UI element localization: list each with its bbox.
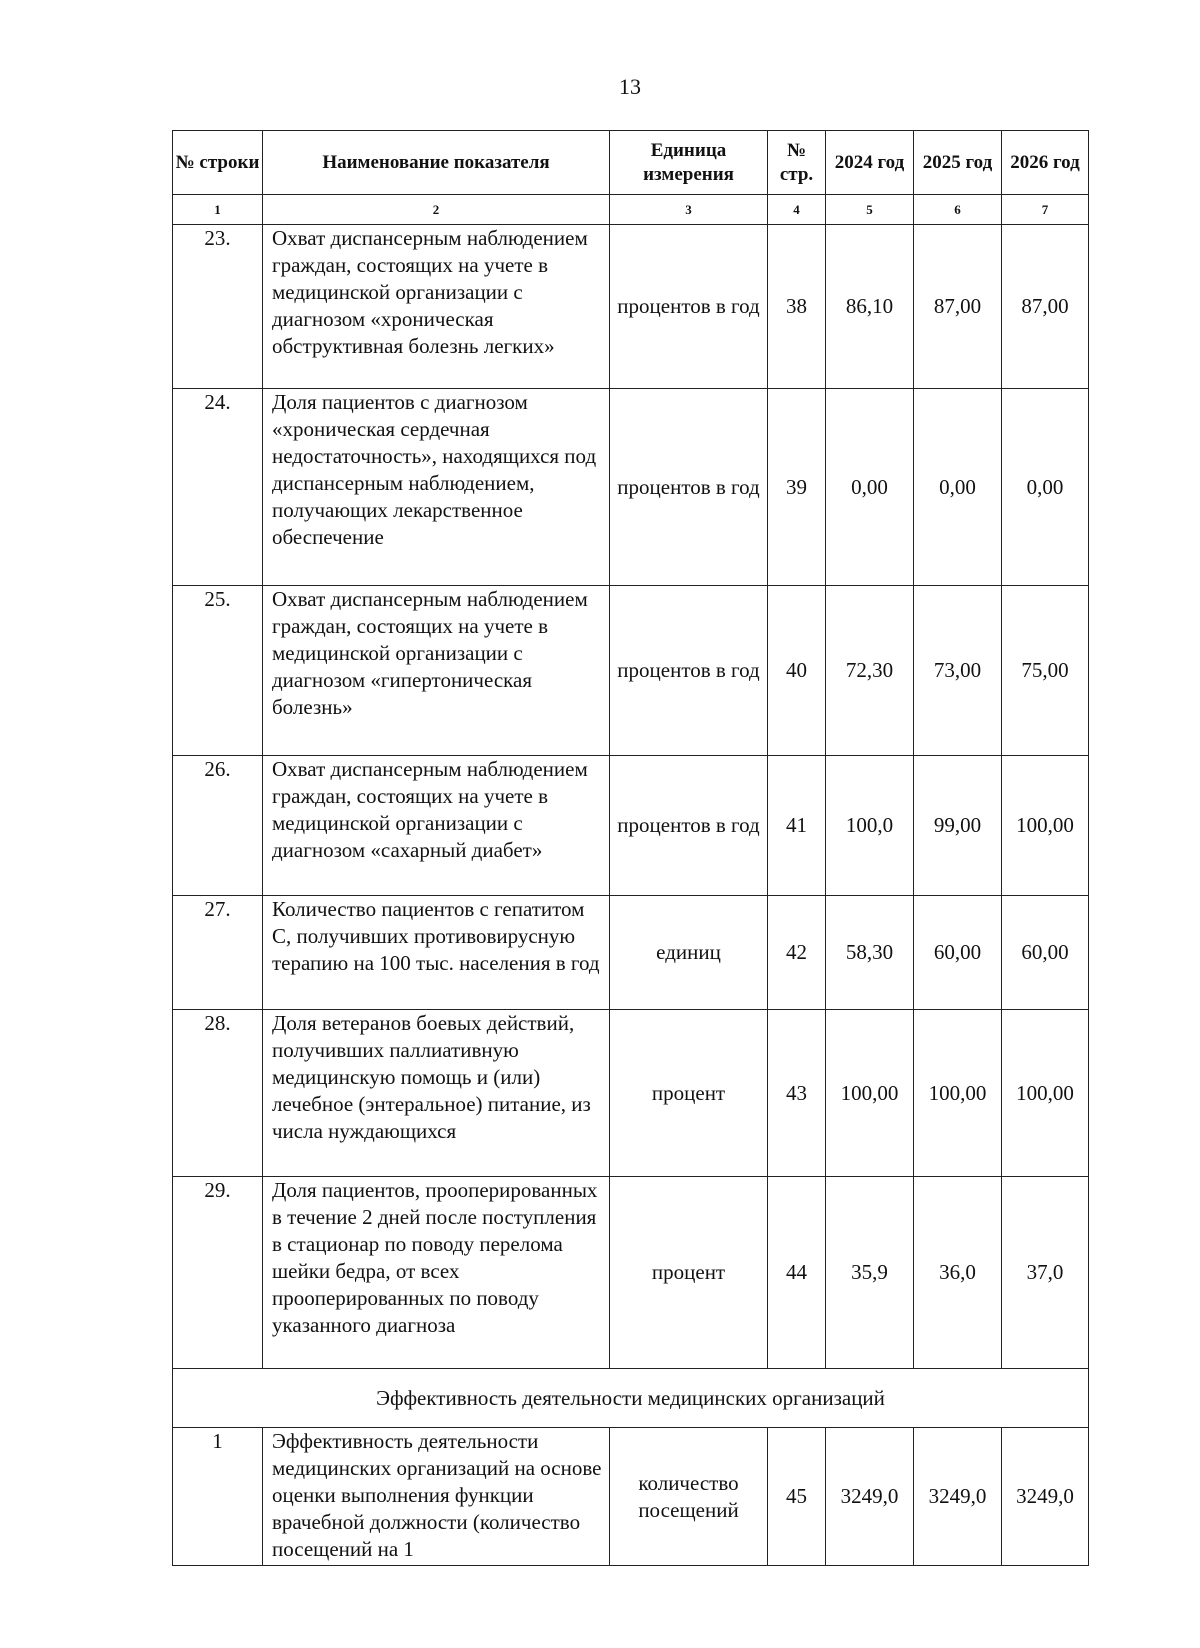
page-ref: 45 — [768, 1428, 826, 1566]
value-2026: 100,00 — [1002, 1010, 1089, 1177]
table-row — [173, 1010, 1089, 1177]
page-number: 13 — [619, 74, 641, 99]
value-2025: 0,00 — [914, 389, 1002, 586]
header-page-number: № стр. — [768, 131, 826, 195]
unit-cell: процентов в год — [610, 756, 768, 896]
section-header-row — [173, 1369, 1089, 1428]
header-row-number: № строки — [173, 131, 263, 195]
value-2024: 86,10 — [826, 225, 914, 389]
column-index: 4 — [768, 195, 826, 225]
row-number: 26. — [173, 756, 263, 896]
value-2026: 37,0 — [1002, 1177, 1089, 1369]
header-year-2025: 2025 год — [914, 131, 1002, 195]
page-ref: 44 — [768, 1177, 826, 1369]
value-2026: 0,00 — [1002, 389, 1089, 586]
indicator-name: Доля ветеранов боевых действий, получивших паллиативную медицинскую помощь и (или) лечебное (энтеральное) питание, из числа нуждающихся — [263, 1010, 610, 1177]
page-ref: 41 — [768, 756, 826, 896]
row-number: 25. — [173, 586, 263, 756]
header-year-2026: 2026 год — [1002, 131, 1089, 195]
table-row — [173, 1177, 1089, 1369]
table-row — [173, 389, 1089, 586]
indicator-name: Доля пациентов с диагнозом «хроническая сердечная недостаточность», находящихся под диспансерным наблюдением, получающих лекарственное обеспечение — [263, 389, 610, 586]
value-2026: 100,00 — [1002, 756, 1089, 896]
indicator-name: Количество пациентов с гепатитом С, получивших противовирусную терапию на 100 тыс. населения в год — [263, 896, 610, 1010]
value-2024: 100,0 — [826, 756, 914, 896]
table-row — [173, 225, 1089, 389]
header-unit: Единица измерения — [610, 131, 768, 195]
indicator-name: Доля пациентов, прооперированных в течение 2 дней после поступления в стационар по поводу перелома шейки бедра, от всех прооперированных по поводу указанного диагноза — [263, 1177, 610, 1369]
page-ref: 43 — [768, 1010, 826, 1177]
value-2026: 60,00 — [1002, 896, 1089, 1010]
section-title: Эффективность деятельности медицинских организаций — [173, 1369, 1089, 1428]
value-2024: 35,9 — [826, 1177, 914, 1369]
unit-cell: процентов в год — [610, 225, 768, 389]
unit-cell: процентов в год — [610, 586, 768, 756]
table-row — [173, 1428, 1089, 1566]
column-index: 2 — [263, 195, 610, 225]
value-2024: 72,30 — [826, 586, 914, 756]
row-number: 29. — [173, 1177, 263, 1369]
header-row — [173, 131, 1089, 195]
unit-cell: процент — [610, 1177, 768, 1369]
column-index: 5 — [826, 195, 914, 225]
table-row — [173, 896, 1089, 1010]
unit-cell: единиц — [610, 896, 768, 1010]
value-2024: 0,00 — [826, 389, 914, 586]
indicators-table — [172, 130, 1089, 1566]
value-2024: 3249,0 — [826, 1428, 914, 1566]
indicator-name: Охват диспансерным наблюдением граждан, состоящих на учете в медицинской организации с диагнозом «хроническая обструктивная болезнь легких» — [263, 225, 610, 389]
indicator-name: Охват диспансерным наблюдением граждан, состоящих на учете в медицинской организации с диагнозом «гипертоническая болезнь» — [263, 586, 610, 756]
row-number: 23. — [173, 225, 263, 389]
row-number: 27. — [173, 896, 263, 1010]
row-number: 28. — [173, 1010, 263, 1177]
value-2025: 36,0 — [914, 1177, 1002, 1369]
page-ref: 42 — [768, 896, 826, 1010]
column-index: 6 — [914, 195, 1002, 225]
header-indicator-name: Наименование показателя — [263, 131, 610, 195]
row-number: 24. — [173, 389, 263, 586]
value-2025: 87,00 — [914, 225, 1002, 389]
unit-cell: процент — [610, 1010, 768, 1177]
header-year-2024: 2024 год — [826, 131, 914, 195]
page-ref: 40 — [768, 586, 826, 756]
page-ref: 38 — [768, 225, 826, 389]
value-2025: 100,00 — [914, 1010, 1002, 1177]
table-row — [173, 756, 1089, 896]
value-2026: 87,00 — [1002, 225, 1089, 389]
column-index-row — [173, 195, 1089, 225]
page-ref: 39 — [768, 389, 826, 586]
indicator-name: Охват диспансерным наблюдением граждан, состоящих на учете в медицинской организации с диагнозом «сахарный диабет» — [263, 756, 610, 896]
table-row — [173, 586, 1089, 756]
value-2024: 100,00 — [826, 1010, 914, 1177]
row-number: 1 — [173, 1428, 263, 1566]
value-2026: 3249,0 — [1002, 1428, 1089, 1566]
value-2025: 73,00 — [914, 586, 1002, 756]
value-2025: 99,00 — [914, 756, 1002, 896]
value-2024: 58,30 — [826, 896, 914, 1010]
column-index: 7 — [1002, 195, 1089, 225]
unit-cell: процентов в год — [610, 389, 768, 586]
value-2026: 75,00 — [1002, 586, 1089, 756]
value-2025: 60,00 — [914, 896, 1002, 1010]
indicator-name: Эффективность деятельности медицинских организаций на основе оценки выполнения функции врачебной должности (количество посещений на 1 — [263, 1428, 610, 1566]
column-index: 3 — [610, 195, 768, 225]
unit-cell: количество посещений — [610, 1428, 768, 1566]
value-2025: 3249,0 — [914, 1428, 1002, 1566]
column-index: 1 — [173, 195, 263, 225]
